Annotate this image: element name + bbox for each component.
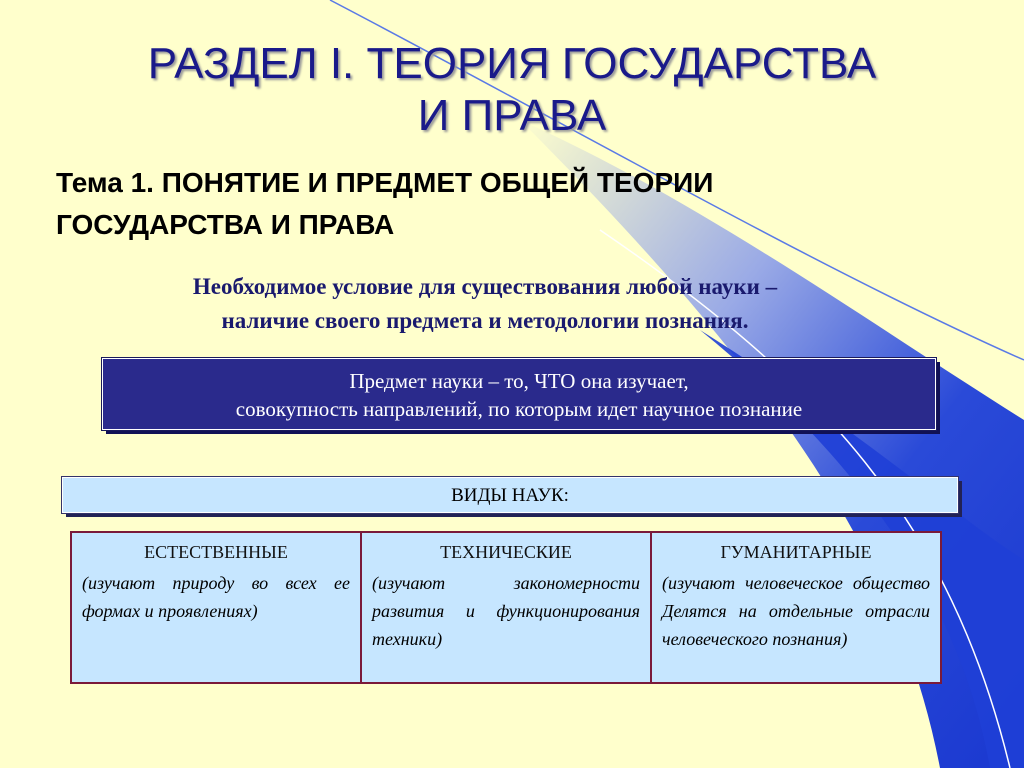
definition-box <box>102 358 936 430</box>
topic-heading <box>56 162 956 246</box>
title-line-2: И ПРАВА <box>417 91 607 140</box>
kinds-of-sciences-table <box>70 531 942 684</box>
table-cell-technical <box>361 532 651 683</box>
intro-line-1: Необходимое условие для существования любой науки – <box>192 274 778 299</box>
topic-line-1: Тема 1. ПОНЯТИЕ И ПРЕДМЕТ ОБЩЕЙ ТЕОРИИ <box>56 167 714 198</box>
definition-line-1: Предмет науки – то, ЧТО она изучает, <box>349 369 689 393</box>
topic-line-2: ГОСУДАРСТВА И ПРАВА <box>56 209 395 240</box>
slide-title <box>0 38 1024 142</box>
table-cell-natural <box>71 532 361 683</box>
intro-line-2: наличие своего предмета и методологии познания. <box>221 308 749 333</box>
column-description: (изучают природу во всех ее формах и проявлениях) <box>82 573 350 621</box>
kinds-of-sciences-header: ВИДЫ НАУК: <box>62 477 958 513</box>
column-heading: ГУМАНИТАРНЫЕ <box>720 542 872 562</box>
column-description: (изучают человеческое общество Делятся на отдельные отрасли человеческого познания) <box>662 573 930 649</box>
table-row <box>71 532 941 683</box>
column-heading: ЕСТЕСТВЕННЫЕ <box>144 542 288 562</box>
column-description: (изучают закономерности развития и функционирования техники) <box>372 573 640 649</box>
intro-statement <box>0 270 970 338</box>
title-line-1: РАЗДЕЛ I. ТЕОРИЯ ГОСУДАРСТВА <box>147 39 877 88</box>
definition-line-2: совокупность направлений, по которым идет научное познание <box>235 397 803 421</box>
table-cell-humanitarian <box>651 532 941 683</box>
column-heading: ТЕХНИЧЕСКИЕ <box>440 542 572 562</box>
